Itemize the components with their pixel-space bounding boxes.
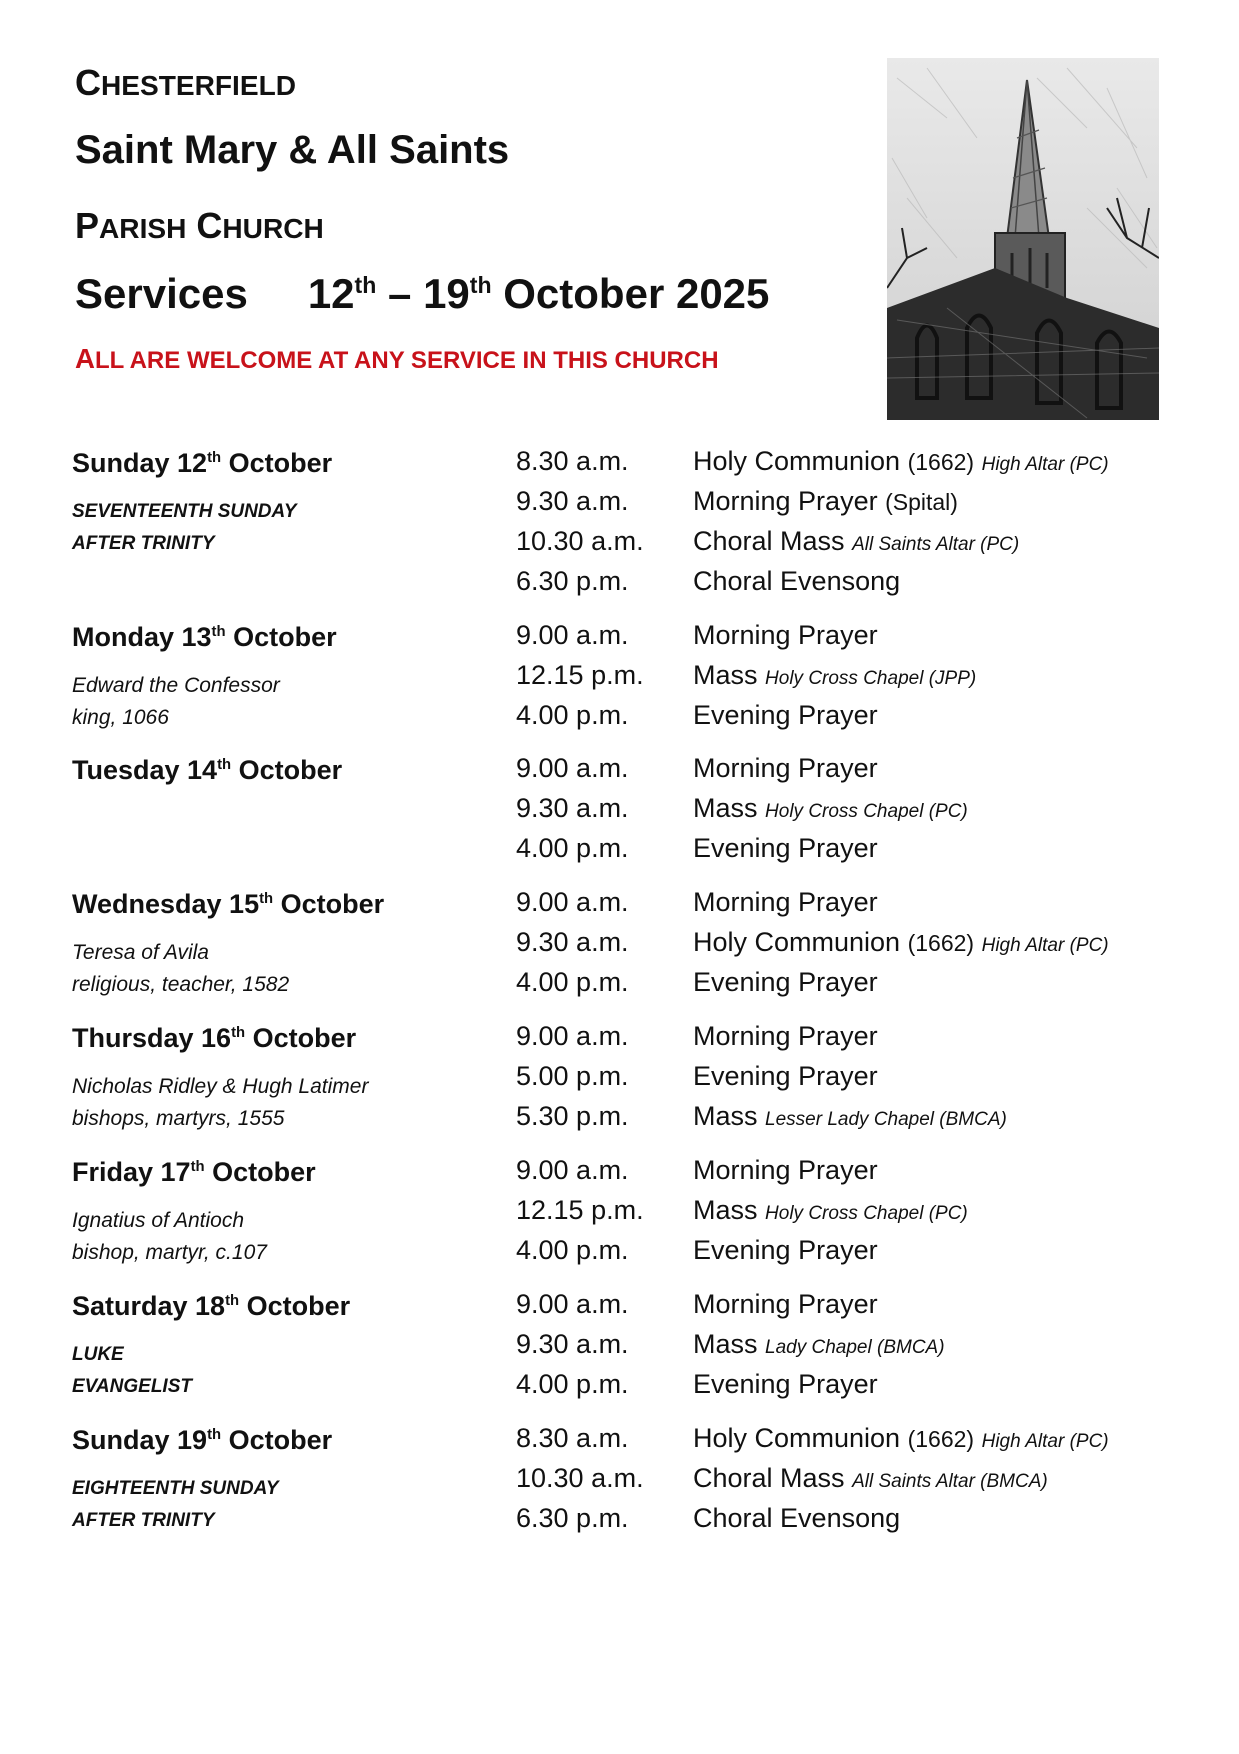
service-location: Holy Cross Chapel (PC) (765, 1203, 968, 1224)
city-heading: CHESTERFIELD (75, 62, 296, 103)
service-details (693, 700, 878, 731)
service-time: 4.00 p.m. (516, 1235, 629, 1265)
service-name: Morning Prayer (693, 887, 878, 917)
service-note: (1662) (907, 1426, 975, 1452)
service-name: Mass (693, 1329, 758, 1359)
service-name: Mass (693, 1195, 758, 1225)
services-date-heading: Services 12th – 19th October 2025 (75, 270, 770, 317)
service-name: Evening Prayer (693, 1061, 878, 1091)
service-details (693, 1235, 878, 1266)
service-details (693, 486, 958, 517)
day-name: Friday 17th October (72, 1157, 316, 1187)
service-location: All Saints Altar (BMCA) (852, 1471, 1048, 1492)
service-name: Evening Prayer (693, 967, 878, 997)
service-time: 9.00 a.m. (516, 1289, 629, 1319)
service-details (693, 1463, 1048, 1494)
service-time: 9.00 a.m. (516, 753, 629, 783)
service-details (693, 793, 968, 824)
service-location: High Altar (PC) (981, 1431, 1109, 1452)
service-time: 8.30 a.m. (516, 1423, 629, 1453)
day-name: Saturday 18th October (72, 1291, 351, 1321)
service-time: 9.30 a.m. (516, 793, 629, 823)
service-location: High Altar (PC) (981, 454, 1109, 475)
service-name: Choral Mass (693, 1463, 845, 1493)
service-details (693, 620, 878, 651)
service-details (693, 526, 1019, 557)
parish-heading: PARISH CHURCH (75, 205, 324, 246)
service-name: Morning Prayer (693, 1289, 878, 1319)
day-name: Tuesday 14th October (72, 755, 343, 785)
service-time: 4.00 p.m. (516, 833, 629, 863)
service-details (693, 833, 878, 864)
day-name: Wednesday 15th October (72, 889, 385, 919)
service-name: Choral Evensong (693, 566, 901, 596)
service-time: 5.30 p.m. (516, 1101, 629, 1131)
service-details (693, 1101, 1007, 1132)
service-details (693, 1423, 1109, 1454)
service-name: Morning Prayer (693, 620, 878, 650)
service-name: Evening Prayer (693, 833, 878, 863)
service-name: Morning Prayer (693, 486, 878, 516)
church-spire-sketch (887, 58, 1159, 420)
church-name: Saint Mary & All Saints (75, 128, 510, 172)
day-observance: LUKE EVANGELIST (72, 1344, 192, 1397)
service-time: 5.00 p.m. (516, 1061, 629, 1091)
service-time: 9.30 a.m. (516, 1329, 629, 1359)
service-note: (1662) (907, 930, 975, 956)
service-details (693, 1155, 878, 1186)
service-name: Morning Prayer (693, 1155, 878, 1185)
service-time: 9.00 a.m. (516, 620, 629, 650)
service-details (693, 1195, 968, 1226)
service-name: Evening Prayer (693, 1235, 878, 1265)
day-observance: Teresa of Avila religious, teacher, 1582 (72, 941, 290, 996)
service-details (693, 660, 976, 691)
service-time: 12.15 p.m. (516, 660, 644, 690)
service-time: 10.30 a.m. (516, 526, 644, 556)
service-name: Choral Evensong (693, 1503, 901, 1533)
service-note: (1662) (907, 449, 975, 475)
day-observance: Edward the Confessor king, 1066 (72, 674, 280, 729)
service-details (693, 1061, 878, 1092)
service-time: 9.00 a.m. (516, 887, 629, 917)
service-name: Evening Prayer (693, 1369, 878, 1399)
service-name: Choral Mass (693, 526, 845, 556)
service-details (693, 446, 1109, 477)
service-time: 9.30 a.m. (516, 927, 629, 957)
service-details (693, 1369, 878, 1400)
service-time: 8.30 a.m. (516, 446, 629, 476)
service-name: Evening Prayer (693, 700, 878, 730)
service-name: Mass (693, 660, 758, 690)
service-time: 12.15 p.m. (516, 1195, 644, 1225)
day-name: Monday 13th October (72, 622, 337, 652)
service-time: 10.30 a.m. (516, 1463, 644, 1493)
service-name: Holy Communion (693, 1423, 901, 1453)
service-details (693, 566, 900, 597)
day-name: Sunday 19th October (72, 1425, 333, 1455)
service-details (693, 1021, 878, 1052)
service-details (693, 1289, 878, 1320)
service-name: Mass (693, 1101, 758, 1131)
service-name: Morning Prayer (693, 1021, 878, 1051)
service-time: 9.30 a.m. (516, 486, 629, 516)
service-time: 4.00 p.m. (516, 1369, 629, 1399)
service-time: 4.00 p.m. (516, 700, 629, 730)
day-name: Thursday 16th October (72, 1023, 357, 1053)
service-details (693, 753, 878, 784)
service-note: (Spital) (885, 489, 958, 515)
day-observance: Ignatius of Antioch bishop, martyr, c.107 (72, 1209, 267, 1264)
service-location: All Saints Altar (PC) (852, 534, 1020, 555)
service-time: 9.00 a.m. (516, 1155, 629, 1185)
service-location: Holy Cross Chapel (PC) (765, 801, 968, 822)
service-location: High Altar (PC) (981, 935, 1109, 956)
service-time: 6.30 p.m. (516, 1503, 629, 1533)
service-location: Lady Chapel (BMCA) (765, 1337, 945, 1358)
service-location: Holy Cross Chapel (JPP) (765, 668, 977, 689)
service-time: 4.00 p.m. (516, 967, 629, 997)
service-location: Lesser Lady Chapel (BMCA) (765, 1109, 1007, 1130)
service-details (693, 967, 878, 998)
service-details (693, 1503, 900, 1534)
service-time: 6.30 p.m. (516, 566, 629, 596)
service-time: 9.00 a.m. (516, 1021, 629, 1051)
service-name: Mass (693, 793, 758, 823)
service-details (693, 887, 878, 918)
day-observance: SEVENTEENTH SUNDAY AFTER TRINITY (72, 501, 297, 554)
service-details (693, 1329, 945, 1360)
welcome-banner: ALL ARE WELCOME AT ANY SERVICE IN THIS CHURCH (75, 343, 719, 374)
day-observance: Nicholas Ridley & Hugh Latimer bishops, martyrs, 1555 (72, 1075, 369, 1130)
service-name: Holy Communion (693, 927, 901, 957)
day-name: Sunday 12th October (72, 448, 333, 478)
day-observance: EIGHTEENTH SUNDAY AFTER TRINITY (72, 1478, 279, 1531)
service-name: Holy Communion (693, 446, 901, 476)
service-name: Morning Prayer (693, 753, 878, 783)
service-details (693, 927, 1109, 958)
